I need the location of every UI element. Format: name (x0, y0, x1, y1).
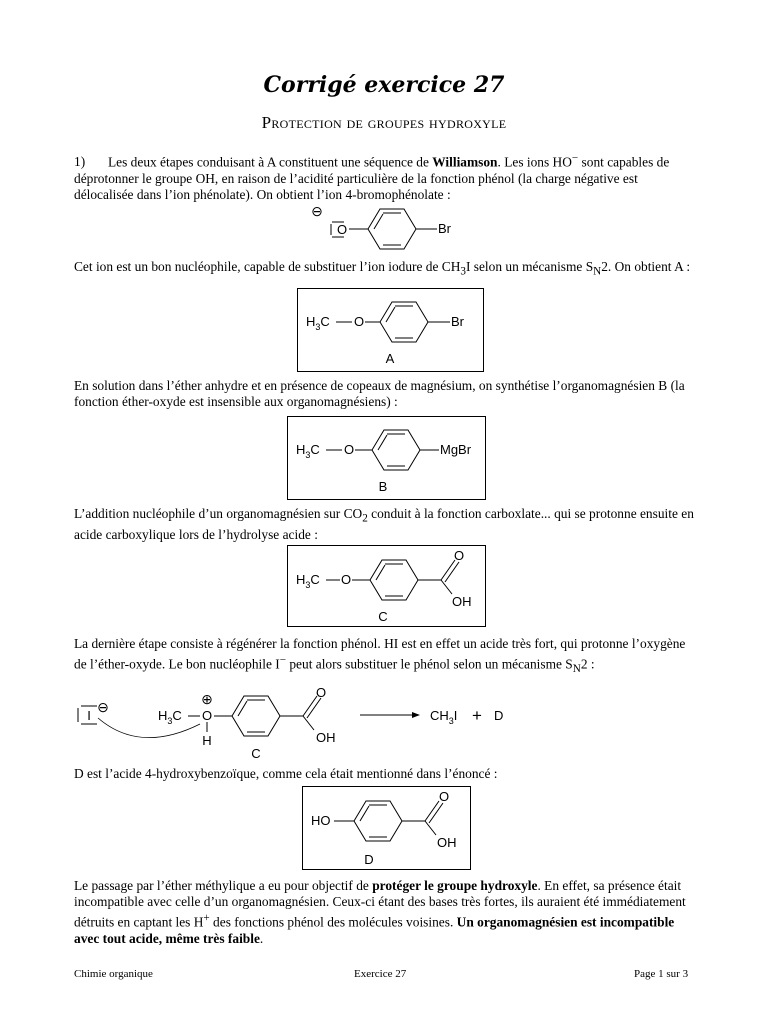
page-subtitle: Protection de groupes hydroxyle (261, 113, 507, 132)
compound-b-label: B (378, 479, 388, 494)
svg-text:H3C: $H_3C$ (296, 572, 320, 590)
compound-d-label: D (364, 852, 374, 867)
oxonium-oxygen: O (201, 708, 213, 723)
ether-oxygen: O (344, 442, 355, 457)
iodide-charge: ⊖ (97, 699, 109, 715)
compound-a-label: A (385, 351, 395, 366)
negative-charge: ⊖ (311, 203, 323, 219)
svg-text:OH: OH (437, 835, 457, 850)
compound-d-frame (302, 786, 471, 870)
section-number: 1) (74, 154, 86, 170)
phenolate-structure (300, 200, 480, 255)
paragraph-conclusion: Le passage par l’éther méthylique a eu pour objectif de protéger le groupe hydroxyle. En effet, sa présence était incompatible avec celle d’un organomagnésien. Ceux-ci étant des bases très fortes, ils auraient été immédiatement détruits en captant les H+ des fonctions phénol des molécules voisines. Un organomagnésien est incompatible avec tout acide, même très faible. (74, 878, 686, 947)
iodide-label: I (87, 708, 91, 723)
bromine-label: Br (438, 221, 451, 236)
paragraph-cleavage: La dernière étape consiste à régénérer la fonction phénol. HI est en effet un acide très fort, qui protonne l’oxygène de l’éther-oxyde. Le bon nucléophile I− peut alors substituer le phénol selon un mécanisme $S_N2$ : (74, 636, 686, 676)
compound-d-structure (303, 787, 470, 869)
cleavage-reaction-scheme (70, 684, 520, 764)
svg-text:H3C: $H_3C$ (306, 314, 330, 332)
page-title: Corrigé exercice 27 (263, 72, 505, 98)
oxonium-charge: ⊕ (201, 691, 213, 707)
paragraph-nucleophile: Cet ion est un bon nucléophile, capable de substituer l’ion iodure de $CH_3I$ selon un mécanisme $S_N2$. On obtient A : (74, 259, 691, 278)
paragraph-grignard: En solution dans l’éther anhydre et en présence de copeaux de magnésium, on synthétise l’organomagnésien B (la fonction éther-oxyde est insensible aux organomagnésiens) : (74, 378, 685, 410)
svg-text:H3C: $H_3C$ (296, 442, 320, 460)
svg-text:H: H (202, 733, 212, 748)
svg-text:H3C: $H_3C$ (158, 708, 182, 726)
svg-text:D: D (494, 708, 504, 723)
svg-text:O: O (454, 548, 465, 563)
compound-a-frame (297, 288, 484, 372)
paragraph-d-identity: D est l’acide 4-hydroxybenzoïque, comme cela était mentionné dans l’énoncé : (74, 766, 498, 781)
svg-text:OH: OH (452, 594, 472, 609)
footer-left: Chimie organique (74, 968, 153, 980)
compound-c-label: C (378, 609, 388, 624)
ether-oxygen: O (354, 314, 365, 329)
reactant-c-label: C (251, 746, 261, 761)
svg-text:+: + (472, 706, 482, 725)
paragraph-carboxylation: L’addition nucléophile d’un organomagnésien sur $CO_2$ conduit à la fonction carboxlate... qui se protonne ensuite en acide carboxylique lors de l’hydrolyse acide : (74, 506, 694, 542)
phenolate-oxygen: O (336, 222, 348, 237)
svg-text:O: O (316, 685, 327, 700)
svg-text:O: O (439, 789, 450, 804)
section-1-paragraph: 1) Les deux étapes conduisant à A constituent une séquence de Williamson. Les ions HO− sont capables de déprotonner le groupe OH, en raison de l’acidité particulière de la fonction phénol (la charge négative est délocalisée dans l’ion phénolate). On obtient l’ion 4-bromophénolate : (74, 152, 670, 202)
svg-text:MgBr: MgBr (440, 442, 472, 457)
compound-b-structure (288, 417, 485, 499)
svg-text:HO: HO (311, 813, 331, 828)
compound-c-structure (288, 546, 485, 626)
compound-c-frame (287, 545, 486, 627)
compound-b-frame (287, 416, 486, 500)
svg-text:OH: OH (316, 730, 336, 745)
svg-text:Br: Br (451, 314, 464, 329)
footer-page-number: Page 1 sur 3 (634, 968, 689, 980)
footer-center: Exercice 27 (354, 968, 407, 980)
svg-text:CH3I: $CH_3I$ (430, 708, 458, 726)
ether-oxygen: O (341, 572, 352, 587)
compound-a-structure (298, 289, 483, 371)
